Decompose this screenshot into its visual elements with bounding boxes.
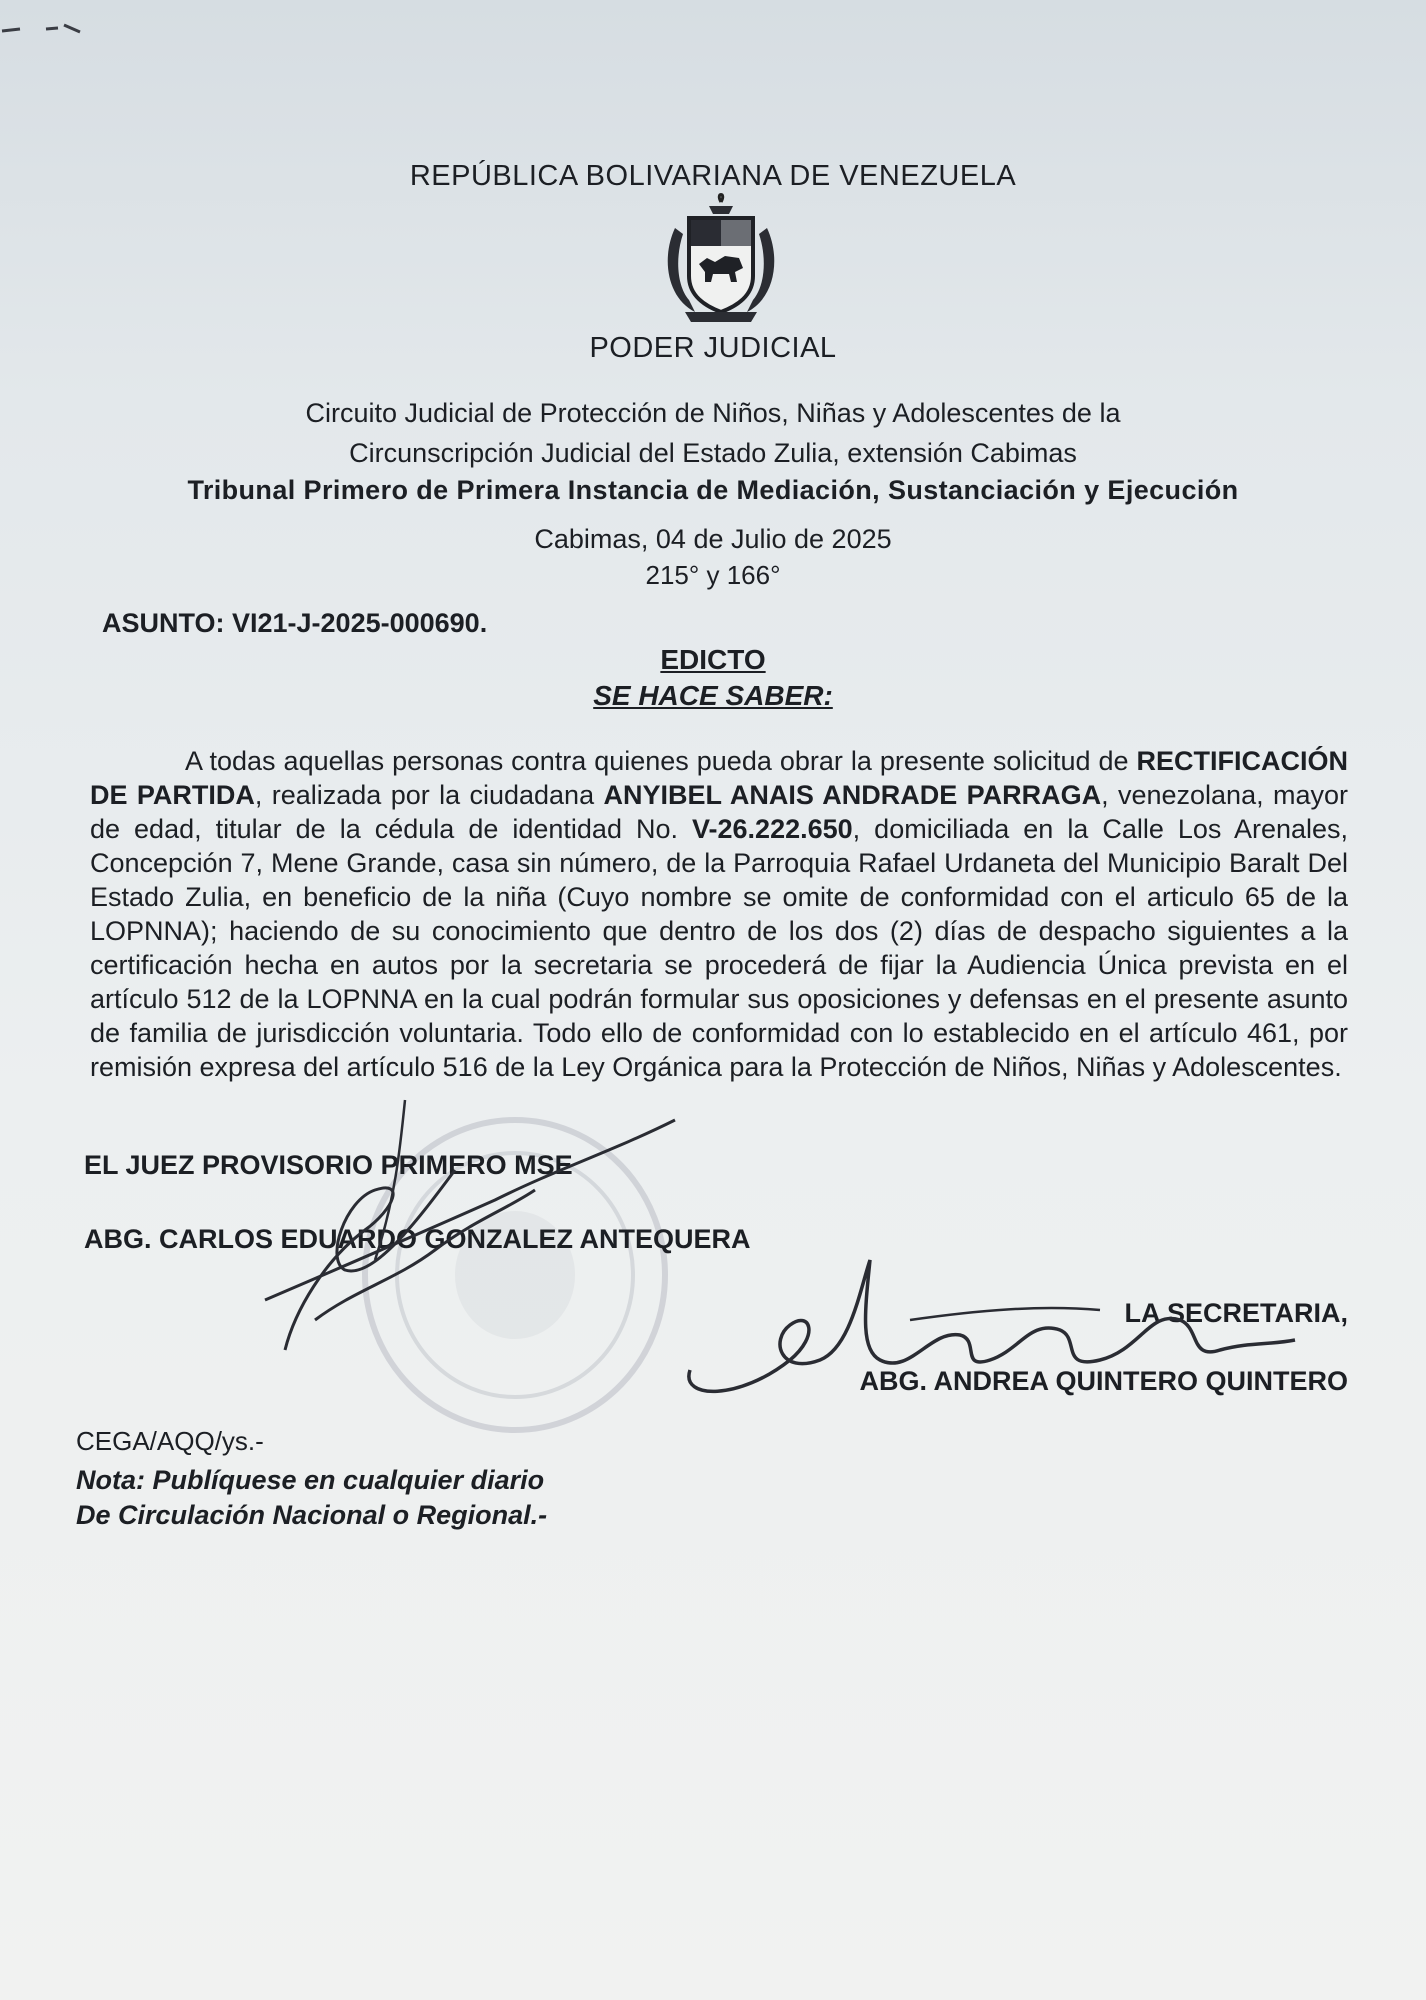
judicial-branch-heading: PODER JUDICIAL — [589, 332, 837, 364]
corner-mark — [0, 22, 90, 36]
body-part-3: , venezolana, mayor de edad, titular de la cédula de identidad No. — [90, 780, 1348, 844]
republic-heading: REPÚBLICA BOLIVARIANA DE VENEZUELA — [409, 160, 1017, 192]
request-type: RECTIFICACIÓN DE PARTIDA — [90, 746, 1348, 810]
notice-subtitle: SE HACE SABER: — [593, 680, 833, 711]
judge-name: ABG. CARLOS EDUARDO GONZALEZ ANTEQUERA — [84, 1224, 751, 1254]
secretary-title: LA SECRETARIA, — [1124, 1298, 1348, 1328]
years-line: 215° y 166° — [645, 560, 781, 590]
case-number: ASUNTO: VI21-J-2025-000690. — [102, 608, 488, 638]
tribunal-heading: Tribunal Primero de Primera Instancia de Mediación, Sustanciación y Ejecución — [187, 475, 1239, 505]
city-date: Cabimas, 04 de Julio de 2025 — [534, 524, 892, 554]
circuit-line-1: Circuito Judicial de Protección de Niños, Niñas y Adolescentes de la — [305, 398, 1121, 428]
id-number: V-26.222.650 — [692, 814, 853, 844]
body-part-4: , domiciliada en la Calle Los Arenales, Concepción 7, Mene Grande, casa sin número, de la Parroquia Rafael Urdaneta del Municipio Baralt Del Estado Zulia, en beneficio de la niña (Cuyo nombre se omite de conformidad con el articulo 65 de la LOPNNA); haciendo de su conocimiento que dentro de los dos (2) días de despacho siguientes a la certificación hecha en autos por la secretaria se procederá de fijar la Audiencia Única prevista en el artículo 512 de la LOPNNA en la cual podrán formular sus oposiciones y defensas en el presente asunto de familia de jurisdicción voluntaria. Todo ello de conformidad con lo establecido en el artículo 461, por remisión expresa del artículo 516 de la Ley Orgánica para la Protección de Niños, Niñas y Adolescentes. — [90, 814, 1349, 1082]
secretary-signature — [680, 1250, 1300, 1410]
body-part-2: , realizada por la ciudadana — [254, 780, 604, 810]
edict-title: EDICTO — [660, 644, 766, 675]
judge-title: EL JUEZ PROVISORIO PRIMERO MSE — [84, 1150, 573, 1180]
circuit-line-2: Circunscripción Judicial del Estado Zulia, extensión Cabimas — [349, 438, 1077, 468]
coat-of-arms-icon — [655, 188, 787, 330]
secretary-name: ABG. ANDREA QUINTERO QUINTERO — [859, 1366, 1348, 1396]
body-part-1: A todas aquellas personas contra quienes pueda obrar la presente solicitud de — [185, 746, 1137, 776]
judge-signature — [255, 1090, 705, 1370]
publication-note-line-2: De Circulación Nacional o Regional.- — [76, 1500, 548, 1530]
edict-body — [90, 744, 1348, 1084]
initials-line: CEGA/AQQ/ys.- — [76, 1426, 264, 1456]
publication-note-line-1: Nota: Publíquese en cualquier diario — [76, 1465, 545, 1495]
applicant-name: ANYIBEL ANAIS ANDRADE PARRAGA — [603, 780, 1102, 810]
